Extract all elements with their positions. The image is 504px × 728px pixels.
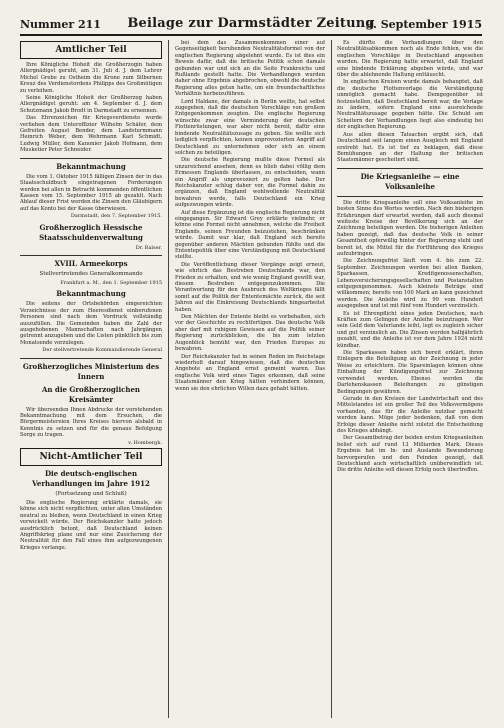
issue-date: 9. September 1915 xyxy=(365,18,482,31)
article-paragraph: Die Zeichnungsfrist läuft vom 4. bis zum 22. September. Zeichnungen werden bei allen Banken, Sparkassen, Kreditgenossenschaften, Lebensversicherungsgesellschaften und Postanstalten entgegengenommen. Auch kleinste Beträge sind willkommen; bereits von 100 Mark an kann gezeichnet werden. Die Anleihe wird zu 99 vom Hundert ausgegeben und ist mit fünf vom Hundert verzinslich. xyxy=(337,258,483,310)
signature-date: Darmstadt, den 7. September 1915. xyxy=(70,213,162,220)
newspaper-title: Beilage zur Darmstädter Zeitung xyxy=(127,16,375,31)
left-column xyxy=(20,40,162,718)
heading-announcement: Bekanntmachung xyxy=(56,161,126,171)
notice-paragraph: Ihre Königliche Hoheit die Großherzogin haben Allergnädigst geruht, am 31. Juli d. J. dem Lehrer Michel Grebe zu Ostheim die Krone zum Silbernen Kreuz des Verdienstordens Philipps des Großmütigen zu verleihen. xyxy=(20,62,162,94)
article-paragraph: In englischen Kreisen wurde damals behauptet, daß die deutsche Flottenvorlage die Verständigung unmöglich gemacht habe. Demgegenüber ist festzustellen, daß Deutschland bereit war, die Vorlage zu ändern, sofern England eine ausreichende Neutralitätszusage gegeben hätte. Die Schuld am Scheitern der Verhandlungen liegt also eindeutig bei der englischen Regierung. xyxy=(337,79,483,131)
signature: Der stellvertretende Kommandierende General xyxy=(42,347,162,354)
signature-date: Frankfurt a. M., den 1. September 1915 xyxy=(60,279,162,286)
masthead xyxy=(20,16,482,36)
heading-kreisaemter: An die Großherzoglichen Kreisämter xyxy=(41,384,141,404)
article-paragraph: Der Reichskanzler hat in seinen Reden im Reichstage wiederholt darauf hingewiesen, daß die deutschen Angebote an England ernst gemeint waren. Das englische Volk wird eines Tages erkennen, daß seine Staatsmänner den Krieg hätten verhindern können, wenn sie den ehrlichen Willen dazu gehabt hätten. xyxy=(175,353,325,392)
subheading: Stellvertretendes Generalkommando xyxy=(39,270,143,277)
article-paragraph: Auf diese Ergänzung ist die englische Regierung nicht eingegangen. Sir Edward Grey erklärte vielmehr, er könne eine Formel nicht annehmen, welche die Freiheit Englands, seinen Freunden beizustehen, beschränken würde. Damit war klar, daß England sich bereits gegenüber anderen Mächten gebunden fühlte und die Ententepolitik über eine Verständigung mit Deutschland stellte. xyxy=(175,209,325,261)
article-paragraph: Die Veröffentlichung dieser Vorgänge zeigt erneut, wie ehrlich das Bestreben Deutschlands war, den Frieden zu erhalten, und wie wenig England gewillt war, diesem Bestreben entgegenzukommen. Die Verantwortung für den Ausbruch des Weltkrieges fällt somit auf die Politik der Ententemächte zurück, die seit Jahren auf die Einkreisung Deutschlands hingearbeitet haben. xyxy=(175,261,325,313)
section-title-official: Amtlicher Teil xyxy=(20,41,162,59)
signature: v. Hombergk. xyxy=(128,439,162,446)
article-paragraph: Den Mächten der Entente bleibt es vorbehalten, sich vor der Geschichte zu rechtfertigen. Das deutsche Volk aber darf mit ruhigem Gewissen auf die Politik seiner Regierung zurückblicken, die bis zum letzten Augenblick bemüht war, den Frieden Europas zu bewahren. xyxy=(175,314,325,353)
heading-announcement: Bekanntmachung xyxy=(56,289,126,299)
article-paragraph: Die englische Regierung erklärte damals, sie könne sich nicht verpflichten, unter allen Umständen neutral zu bleiben, wenn Deutschland in einen Krieg verwickelt würde. Der Reichskanzler hatte jedoch ausdrücklich betont, daß Deutschland keinen Angriffskrieg plane und nur eine Zusicherung der Neutralität für den Fall eines ihm aufgezwungenen Krieges verlange. xyxy=(20,500,162,551)
notice-paragraph: Die seitens der Ortsbehörden eingereichten Verzeichnisse der zum Heeresdienst einberufenen Personen sind nach dem Vordruck vollständig auszufüllen. Die Gemeinden haben die Zahl der ausgehobenen Mannschaften nach Jahrgängen getrennt anzugeben und die Listen pünktlich bis zum Monatsende vorzulegen. xyxy=(20,301,162,346)
notice-paragraph: Das Ehrenzeichen für Kriegsverdienste wurde verliehen dem Unteroffizier Wilhelm Schäfer, dem Gefreiten August Bender, dem Landsturmmann Heinrich Weber, dem Wehrmann Karl Schmidt, Ludwig Müller, dem Kanonier Jakob Hofmann, dem Musketier Peter Schneider. xyxy=(20,115,162,154)
separator xyxy=(337,196,483,197)
article-headline-war-loan: Die Kriegsanleihe — eine Volksanleihe xyxy=(360,171,460,191)
notice-paragraph: Die vom 1. Oktober 1915 fälligen Zinsen der in das Staatsschuldbuch eingetragenen Forderungen werden bei allen in Betracht kommenden öffentlichen Kassen vom 15. September 1915 ab gezahlt. Nach Ablauf dieser Frist werden die Zinsen den Gläubigern auf das Konto bei der Kasse überwiesen. xyxy=(20,173,162,212)
notice-paragraph: Seine Königliche Hoheit der Großherzog haben Allergnädigst geruht: am 4. September d. J. dem Schutzmann Jakob Brodt in Darmstadt zu ernennen. xyxy=(20,95,162,114)
notice-paragraph: Wir übersenden Ihnen Abdrucke der vorstehenden Bekanntmachung mit dem Ersuchen, die Bürgermeistereien Ihres Kreises hiervon alsbald in Kenntnis zu setzen und für die genaue Befolgung Sorge zu tragen. xyxy=(20,406,162,439)
column-divider xyxy=(331,40,332,718)
separator xyxy=(337,168,483,169)
heading-ministry: Großherzogliches Ministerium des Innern xyxy=(22,361,160,381)
article-paragraph: Gerade in den Kreisen der Landwirtschaft und des Mittelstandes ist ein großer Teil des Volksvermögens vorhanden, das für die Anleihe nutzbar gemacht werden kann. Möge jeder bedenken, daß von dem Erfolge dieser Anleihe nicht zuletzt die Entscheidung des Krieges abhängt. xyxy=(337,395,483,434)
article-paragraph: Der Gesamtbetrag der beiden ersten Kriegsanleihen belief sich auf rund 13 Milliarden Mark. Dieses Ergebnis hat im In- und Auslande Bewunderung hervorgerufen und den Feinden gezeigt, daß Deutschland auch wirtschaftlich unüberwindlich ist. Die dritte Anleihe soll diesen Erfolg noch übertreffen. xyxy=(337,435,483,474)
article-paragraph: Die dritte Kriegsanleihe soll eine Volksanleihe im besten Sinne des Wortes werden. Nach den bisherigen Erfahrungen darf erwartet werden, daß auch diesmal weiteste Kreise der Bevölkerung sich an der Zeichnung beteiligen werden. Die bisherigen Anleihen haben gezeigt, daß das deutsche Volk in seiner Gesamtheit opferwillig hinter der Regierung steht und bereit ist, die Mittel für die Fortführung des Krieges aufzubringen. xyxy=(337,199,483,257)
heading-army-corps: XVIII. Armeekorps xyxy=(54,258,128,268)
article-paragraph: Die Sparkassen haben sich bereit erklärt, ihren Einlegern die Beteiligung an der Zeichnung in jeder Weise zu erleichtern. Die Spareinlagen können ohne Einhaltung der Kündigungsfrist zur Zeichnung verwendet werden. Ebenso werden die Darlehenskassen Beleihungen zu günstigen Bedingungen gewähren. xyxy=(337,350,483,395)
section-title-unofficial: Nicht-Amtlicher Teil xyxy=(20,448,162,466)
article-subheading: (Fortsetzung und Schluß) xyxy=(55,491,127,498)
separator xyxy=(20,358,162,359)
article-paragraph: bei dem das Zusammenkommen einer auf Gegenseitigkeit beruhenden Neutralitätsformel von der englischen Regierung abgelehnt wurde. Es ist dies ein Beweis dafür, daß die britische Politik schon damals gebunden war und sich an die Seite Frankreichs und Rußlands gestellt hatte. Die Verhandlungen wurden daher ohne Ergebnis abgebrochen, obwohl die deutsche Regierung alles getan hatte, um ein freundschaftliches Verhältnis herbeizuführen. xyxy=(175,40,325,98)
signature: Dr. Balser. xyxy=(135,244,162,251)
authority-heading: Großherzoglich Hessische Staatsschuldenverwaltung xyxy=(39,222,143,242)
separator xyxy=(20,255,162,256)
article-paragraph: Es dürfte die Verhandlungen über den Neutralitätsabkommen noch als Ende fehlen, wie die englischen Vorschläge in Deutschland angesehen wurden. Die Regierung hatte erwartet, daß England eine bindende Erklärung abgeben würde, und war über die ablehnende Haltung enttäuscht. xyxy=(337,40,483,79)
right-column xyxy=(337,40,483,718)
article-paragraph: Aus allen diesen Tatsachen ergibt sich, daß Deutschland seit langem einen Ausgleich mit England erstrebt hat. Es ist tief zu beklagen, daß diese Bemühungen an der Haltung der britischen Staatsmänner gescheitert sind. xyxy=(337,131,483,164)
article-paragraph: Es ist Ehrenpflicht eines jeden Deutschen, nach Kräften zum Gelingen der Anleihe beizutragen. Wer sein Geld dem Vaterlande leiht, legt es zugleich sicher und gut verzinslich an. Die Zinsen werden halbjährlich gezahlt, und die Anleihe ist vor dem Jahre 1924 nicht kündbar. xyxy=(337,310,483,349)
separator xyxy=(20,158,162,159)
issue-number: Nummer 211 xyxy=(20,18,101,31)
article-headline: Die deutsch-englischen Verhandlungen im Jahre 1912 xyxy=(32,469,150,489)
article-paragraph: Die deutsche Regierung mußte diese Formel als unzureichend ansehen, denn es blieb dabei völlig dem Ermessen Englands überlassen, zu entscheiden, wann ein Angriff als unprovoziert zu gelten habe. Der Reichskanzler schlug daher vor, die Formel dahin zu ergänzen, daß England wohlwollende Neutralität bewahren werde, falls Deutschland ein Krieg aufgezwungen würde. xyxy=(175,157,325,209)
column-divider xyxy=(168,40,169,718)
article-paragraph: Lord Haldane, der damals in Berlin weilte, hat selbst zugegeben, daß die deutschen Vorschläge von großem Entgegenkommen zeugten. Die englische Regierung wünschte zwar eine Verminderung der deutschen Flottenrüstungen, war aber nicht bereit, dafür eine bindende Neutralitätszusage zu geben. Sie wollte sich lediglich verpflichten, keinen unprovozierten Angriff auf Deutschland zu unternehmen oder sich an einem solchen zu beteiligen. xyxy=(175,98,325,156)
middle-column xyxy=(175,40,325,718)
